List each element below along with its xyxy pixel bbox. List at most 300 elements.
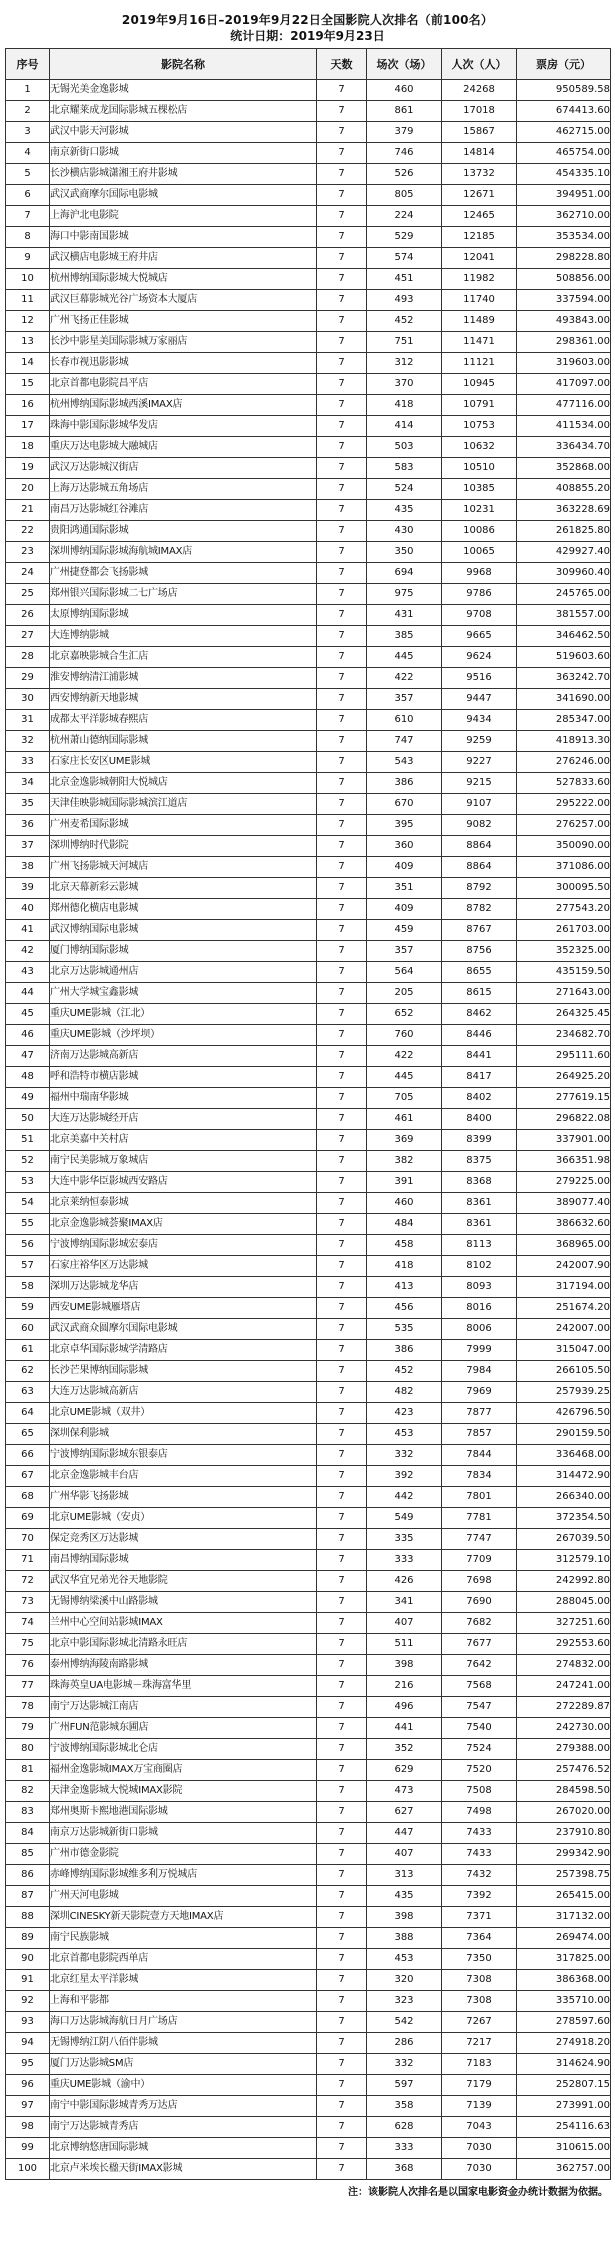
cell-box-office: 314472.90	[517, 1466, 611, 1487]
cell-days: 7	[317, 1928, 367, 1949]
cell-shows: 452	[367, 311, 442, 332]
cell-box-office: 261825.80	[517, 521, 611, 542]
cell-shows: 746	[367, 143, 442, 164]
cell-admissions: 9215	[442, 773, 517, 794]
cell-days: 7	[317, 101, 367, 122]
cell-days: 7	[317, 1634, 367, 1655]
cell-shows: 975	[367, 584, 442, 605]
cell-rank: 47	[6, 1046, 50, 1067]
cell-box-office: 247241.00	[517, 1676, 611, 1697]
cell-admissions: 10510	[442, 458, 517, 479]
cell-days: 7	[317, 1802, 367, 1823]
cell-shows: 407	[367, 1844, 442, 1865]
cell-days: 7	[317, 1109, 367, 1130]
cell-admissions: 10086	[442, 521, 517, 542]
cell-admissions: 13732	[442, 164, 517, 185]
table-row	[6, 1256, 611, 1277]
cell-cinema-name: 南宁民美影城万象城店	[50, 1151, 317, 1172]
cell-box-office: 317132.00	[517, 1907, 611, 1928]
cell-shows: 379	[367, 122, 442, 143]
cell-days: 7	[317, 647, 367, 668]
cell-rank: 29	[6, 668, 50, 689]
cell-cinema-name: 赤峰博纳国际影城维多利万悦城店	[50, 1865, 317, 1886]
cell-cinema-name: 珠海中影国际影城华发店	[50, 416, 317, 437]
cell-cinema-name: 重庆UME影城（沙坪坝）	[50, 1025, 317, 1046]
table-row	[6, 1844, 611, 1865]
cell-days: 7	[317, 689, 367, 710]
cell-box-office: 315047.00	[517, 1340, 611, 1361]
cell-admissions: 7969	[442, 1382, 517, 1403]
cell-shows: 441	[367, 1718, 442, 1739]
cell-box-office: 336434.70	[517, 437, 611, 458]
cell-box-office: 346462.50	[517, 626, 611, 647]
table-row	[6, 1214, 611, 1235]
cell-rank: 82	[6, 1781, 50, 1802]
cell-admissions: 7834	[442, 1466, 517, 1487]
cell-rank: 63	[6, 1382, 50, 1403]
cell-box-office: 319603.00	[517, 353, 611, 374]
cell-rank: 84	[6, 1823, 50, 1844]
cell-cinema-name: 大连博纳影城	[50, 626, 317, 647]
table-row	[6, 794, 611, 815]
cell-cinema-name: 深圳CINESKY新天影院壹方天地IMAX店	[50, 1907, 317, 1928]
cell-rank: 11	[6, 290, 50, 311]
cell-days: 7	[317, 290, 367, 311]
cell-admissions: 7690	[442, 1592, 517, 1613]
cell-rank: 3	[6, 122, 50, 143]
cell-cinema-name: 厦门博纳国际影城	[50, 941, 317, 962]
cell-cinema-name: 杭州博纳国际影城西溪IMAX店	[50, 395, 317, 416]
cell-rank: 7	[6, 206, 50, 227]
table-row	[6, 1340, 611, 1361]
cell-box-office: 411534.00	[517, 416, 611, 437]
cell-rank: 53	[6, 1172, 50, 1193]
cell-cinema-name: 杭州萧山德纳国际影城	[50, 731, 317, 752]
cell-days: 7	[317, 1403, 367, 1424]
cell-shows: 423	[367, 1403, 442, 1424]
cell-days: 7	[317, 2054, 367, 2075]
cell-box-office: 242007.00	[517, 1319, 611, 1340]
cell-admissions: 7540	[442, 1718, 517, 1739]
cell-rank: 94	[6, 2033, 50, 2054]
cell-rank: 43	[6, 962, 50, 983]
cell-days: 7	[317, 668, 367, 689]
table-row	[6, 1928, 611, 1949]
cell-days: 7	[317, 206, 367, 227]
cell-box-office: 292553.60	[517, 1634, 611, 1655]
cell-rank: 76	[6, 1655, 50, 1676]
cell-shows: 456	[367, 1298, 442, 1319]
cell-cinema-name: 北京万达影城通州店	[50, 962, 317, 983]
cell-cinema-name: 北京首都电影院昌平店	[50, 374, 317, 395]
cell-admissions: 10791	[442, 395, 517, 416]
cell-cinema-name: 北京博纳悠唐国际影城	[50, 2138, 317, 2159]
cell-cinema-name: 长沙横店影城潇湘王府井影城	[50, 164, 317, 185]
cell-days: 7	[317, 1781, 367, 1802]
cell-rank: 59	[6, 1298, 50, 1319]
table-header-row	[6, 49, 611, 80]
table-row	[6, 1697, 611, 1718]
cell-cinema-name: 天津金逸影城大悦城IMAX影院	[50, 1781, 317, 1802]
cell-rank: 41	[6, 920, 50, 941]
cell-admissions: 8441	[442, 1046, 517, 1067]
cell-shows: 574	[367, 248, 442, 269]
cell-shows: 460	[367, 80, 442, 101]
cell-admissions: 8417	[442, 1067, 517, 1088]
cell-cinema-name: 广州市德金影院	[50, 1844, 317, 1865]
cell-rank: 58	[6, 1277, 50, 1298]
cell-admissions: 14814	[442, 143, 517, 164]
table-row	[6, 1592, 611, 1613]
cell-box-office: 267020.00	[517, 1802, 611, 1823]
cell-admissions: 9786	[442, 584, 517, 605]
cell-rank: 68	[6, 1487, 50, 1508]
cell-admissions: 12185	[442, 227, 517, 248]
cell-shows: 286	[367, 2033, 442, 2054]
cell-shows: 751	[367, 332, 442, 353]
cell-admissions: 24268	[442, 80, 517, 101]
cell-cinema-name: 广州飞扬正佳影城	[50, 311, 317, 332]
cell-shows: 216	[367, 1676, 442, 1697]
cell-box-office: 252807.15	[517, 2075, 611, 2096]
cell-box-office: 454335.10	[517, 164, 611, 185]
cell-shows: 398	[367, 1655, 442, 1676]
cell-cinema-name: 呼和浩特市横店影城	[50, 1067, 317, 1088]
cell-days: 7	[317, 374, 367, 395]
cell-cinema-name: 郑州银兴国际影城二七广场店	[50, 584, 317, 605]
cell-admissions: 7364	[442, 1928, 517, 1949]
cell-cinema-name: 武汉武商众圆摩尔国际电影城	[50, 1319, 317, 1340]
cell-rank: 96	[6, 2075, 50, 2096]
cell-days: 7	[317, 2117, 367, 2138]
table-row	[6, 1508, 611, 1529]
cell-rank: 36	[6, 815, 50, 836]
col-header-box-office: 票房（元）	[517, 49, 611, 80]
cell-cinema-name: 北京耀莱成龙国际影城五棵松店	[50, 101, 317, 122]
cell-cinema-name: 北京卓华国际影城学清路店	[50, 1340, 317, 1361]
table-row	[6, 1781, 611, 1802]
cell-box-office: 527833.60	[517, 773, 611, 794]
cell-box-office: 264325.45	[517, 1004, 611, 1025]
cell-rank: 30	[6, 689, 50, 710]
cell-admissions: 8402	[442, 1088, 517, 1109]
table-row	[6, 1949, 611, 1970]
table-row	[6, 332, 611, 353]
cell-admissions: 7392	[442, 1886, 517, 1907]
cell-rank: 64	[6, 1403, 50, 1424]
cell-days: 7	[317, 1424, 367, 1445]
table-row	[6, 1718, 611, 1739]
cell-admissions: 7781	[442, 1508, 517, 1529]
cell-cinema-name: 北京UME影城（安贞）	[50, 1508, 317, 1529]
cell-days: 7	[317, 794, 367, 815]
cell-shows: 360	[367, 836, 442, 857]
cell-shows: 445	[367, 1067, 442, 1088]
cell-rank: 4	[6, 143, 50, 164]
footnote: 注：该影院人次排名是以国家电影资金办统计数据为依据。	[348, 2187, 608, 2198]
cell-days: 7	[317, 1676, 367, 1697]
cell-admissions: 10632	[442, 437, 517, 458]
cell-box-office: 477116.00	[517, 395, 611, 416]
cell-days: 7	[317, 2075, 367, 2096]
cell-admissions: 12671	[442, 185, 517, 206]
cell-box-office: 352868.00	[517, 458, 611, 479]
table-row	[6, 1550, 611, 1571]
cell-cinema-name: 广州天河电影城	[50, 1886, 317, 1907]
cell-days: 7	[317, 1886, 367, 1907]
table-row	[6, 2054, 611, 2075]
table-row	[6, 2075, 611, 2096]
cell-box-office: 341690.00	[517, 689, 611, 710]
cell-cinema-name: 大连万达影城高新店	[50, 1382, 317, 1403]
cell-shows: 422	[367, 1046, 442, 1067]
cell-admissions: 7267	[442, 2012, 517, 2033]
cell-days: 7	[317, 1844, 367, 1865]
table-row	[6, 374, 611, 395]
cell-days: 7	[317, 311, 367, 332]
cell-admissions: 7308	[442, 1970, 517, 1991]
cell-box-office: 242992.80	[517, 1571, 611, 1592]
cell-admissions: 7999	[442, 1340, 517, 1361]
cell-shows: 627	[367, 1802, 442, 1823]
cell-rank: 9	[6, 248, 50, 269]
cell-box-office: 272289.87	[517, 1697, 611, 1718]
cell-shows: 442	[367, 1487, 442, 1508]
cell-admissions: 8375	[442, 1151, 517, 1172]
cell-admissions: 12465	[442, 206, 517, 227]
cell-cinema-name: 武汉博纳国际电影城	[50, 920, 317, 941]
cell-days: 7	[317, 1319, 367, 1340]
cell-box-office: 299342.90	[517, 1844, 611, 1865]
cell-shows: 670	[367, 794, 442, 815]
cell-box-office: 237910.80	[517, 1823, 611, 1844]
col-header-shows: 场次（场）	[367, 49, 442, 80]
cell-rank: 88	[6, 1907, 50, 1928]
cell-rank: 72	[6, 1571, 50, 1592]
cell-admissions: 7030	[442, 2159, 517, 2180]
table-row	[6, 1298, 611, 1319]
cell-rank: 75	[6, 1634, 50, 1655]
cell-cinema-name: 北京金逸影城朝阳大悦城店	[50, 773, 317, 794]
table-row	[6, 1277, 611, 1298]
cell-box-office: 317194.00	[517, 1277, 611, 1298]
cell-shows: 496	[367, 1697, 442, 1718]
cell-shows: 413	[367, 1277, 442, 1298]
cell-days: 7	[317, 1235, 367, 1256]
cell-rank: 16	[6, 395, 50, 416]
cell-shows: 583	[367, 458, 442, 479]
cell-cinema-name: 大连中影华臣影城西安路店	[50, 1172, 317, 1193]
cell-box-office: 284598.50	[517, 1781, 611, 1802]
cell-box-office: 298228.80	[517, 248, 611, 269]
cell-shows: 414	[367, 416, 442, 437]
cell-days: 7	[317, 164, 367, 185]
cell-shows: 312	[367, 353, 442, 374]
cell-box-office: 242730.00	[517, 1718, 611, 1739]
cell-days: 7	[317, 500, 367, 521]
cell-rank: 80	[6, 1739, 50, 1760]
cell-days: 7	[317, 941, 367, 962]
cell-shows: 435	[367, 1886, 442, 1907]
cell-rank: 27	[6, 626, 50, 647]
cell-rank: 44	[6, 983, 50, 1004]
cell-box-office: 266340.00	[517, 1487, 611, 1508]
cell-box-office: 295222.00	[517, 794, 611, 815]
cell-box-office: 276246.00	[517, 752, 611, 773]
cell-shows: 445	[367, 647, 442, 668]
table-row	[6, 1529, 611, 1550]
cell-shows: 861	[367, 101, 442, 122]
cell-days: 7	[317, 1991, 367, 2012]
cell-cinema-name: 广州大学城宝鑫影城	[50, 983, 317, 1004]
cell-days: 7	[317, 1445, 367, 1466]
cell-admissions: 7139	[442, 2096, 517, 2117]
table-row	[6, 920, 611, 941]
cell-shows: 313	[367, 1865, 442, 1886]
cell-days: 7	[317, 395, 367, 416]
cell-shows: 418	[367, 395, 442, 416]
cell-cinema-name: 南宁中影国际影城青秀万达店	[50, 2096, 317, 2117]
cell-cinema-name: 北京红星太平洋影城	[50, 1970, 317, 1991]
cell-cinema-name: 重庆万达电影城大融城店	[50, 437, 317, 458]
cell-rank: 97	[6, 2096, 50, 2117]
cell-box-office: 363242.70	[517, 668, 611, 689]
cell-box-office: 353534.00	[517, 227, 611, 248]
cell-box-office: 257939.25	[517, 1382, 611, 1403]
cell-rank: 70	[6, 1529, 50, 1550]
cell-shows: 543	[367, 752, 442, 773]
cell-rank: 38	[6, 857, 50, 878]
cell-admissions: 11121	[442, 353, 517, 374]
table-row	[6, 1235, 611, 1256]
table-row	[6, 416, 611, 437]
cell-days: 7	[317, 248, 367, 269]
cell-box-office: 362757.00	[517, 2159, 611, 2180]
cell-shows: 453	[367, 1424, 442, 1445]
cell-rank: 8	[6, 227, 50, 248]
cell-days: 7	[317, 1592, 367, 1613]
cell-rank: 78	[6, 1697, 50, 1718]
cell-box-office: 265415.00	[517, 1886, 611, 1907]
cell-admissions: 10753	[442, 416, 517, 437]
cell-box-office: 327251.60	[517, 1613, 611, 1634]
cell-admissions: 11471	[442, 332, 517, 353]
cell-shows: 422	[367, 668, 442, 689]
cell-shows: 747	[367, 731, 442, 752]
cell-shows: 224	[367, 206, 442, 227]
cell-rank: 77	[6, 1676, 50, 1697]
cell-days: 7	[317, 773, 367, 794]
cell-cinema-name: 重庆UME影城（江北）	[50, 1004, 317, 1025]
table-row	[6, 2033, 611, 2054]
cell-shows: 335	[367, 1529, 442, 1550]
cell-rank: 22	[6, 521, 50, 542]
cell-days: 7	[317, 1130, 367, 1151]
cell-admissions: 7498	[442, 1802, 517, 1823]
cell-rank: 62	[6, 1361, 50, 1382]
table-row	[6, 1424, 611, 1445]
cell-shows: 435	[367, 500, 442, 521]
table-row	[6, 353, 611, 374]
cell-rank: 42	[6, 941, 50, 962]
cell-cinema-name: 大连万达影城经开店	[50, 1109, 317, 1130]
cell-shows: 542	[367, 2012, 442, 2033]
table-row	[6, 605, 611, 626]
cell-rank: 14	[6, 353, 50, 374]
cell-shows: 351	[367, 878, 442, 899]
cell-cinema-name: 福州金逸影城IMAX万宝商圈店	[50, 1760, 317, 1781]
cell-days: 7	[317, 920, 367, 941]
cell-shows: 395	[367, 815, 442, 836]
cell-shows: 511	[367, 1634, 442, 1655]
cell-shows: 391	[367, 1172, 442, 1193]
cell-shows: 385	[367, 626, 442, 647]
cell-admissions: 11982	[442, 269, 517, 290]
cell-box-office: 264925.20	[517, 1067, 611, 1088]
cell-rank: 55	[6, 1214, 50, 1235]
cell-shows: 357	[367, 689, 442, 710]
cell-cinema-name: 上海和平影都	[50, 1991, 317, 2012]
cell-days: 7	[317, 416, 367, 437]
table-row	[6, 1403, 611, 1424]
table-row	[6, 773, 611, 794]
cell-rank: 37	[6, 836, 50, 857]
cell-days: 7	[317, 731, 367, 752]
table-row	[6, 143, 611, 164]
cell-cinema-name: 武汉巨幕影城光谷广场资本大厦店	[50, 290, 317, 311]
cell-cinema-name: 长沙中影星美国际影城万家丽店	[50, 332, 317, 353]
cell-box-office: 352325.00	[517, 941, 611, 962]
cell-admissions: 10231	[442, 500, 517, 521]
cell-days: 7	[317, 2138, 367, 2159]
cell-box-office: 368965.00	[517, 1235, 611, 1256]
cell-admissions: 8113	[442, 1235, 517, 1256]
cell-rank: 46	[6, 1025, 50, 1046]
cell-box-office: 288045.00	[517, 1592, 611, 1613]
cell-box-office: 950589.58	[517, 80, 611, 101]
cell-admissions: 9665	[442, 626, 517, 647]
cell-box-office: 337901.00	[517, 1130, 611, 1151]
cell-admissions: 11489	[442, 311, 517, 332]
col-header-rank: 序号	[6, 49, 50, 80]
cell-rank: 13	[6, 332, 50, 353]
table-row	[6, 1865, 611, 1886]
cell-shows: 388	[367, 1928, 442, 1949]
cell-cinema-name: 兰州中心空间站影城IMAX	[50, 1613, 317, 1634]
cell-rank: 51	[6, 1130, 50, 1151]
cell-rank: 65	[6, 1424, 50, 1445]
table-row	[6, 584, 611, 605]
cell-days: 7	[317, 1256, 367, 1277]
cell-shows: 453	[367, 1949, 442, 1970]
cell-shows: 805	[367, 185, 442, 206]
cell-shows: 473	[367, 1781, 442, 1802]
cell-box-office: 336468.00	[517, 1445, 611, 1466]
cell-cinema-name: 无锡博纳梁溪中山路影城	[50, 1592, 317, 1613]
cell-box-office: 674413.60	[517, 101, 611, 122]
cell-admissions: 11740	[442, 290, 517, 311]
cell-rank: 90	[6, 1949, 50, 1970]
table-row	[6, 290, 611, 311]
cell-days: 7	[317, 752, 367, 773]
cell-days: 7	[317, 1004, 367, 1025]
cell-shows: 407	[367, 1613, 442, 1634]
table-row	[6, 479, 611, 500]
table-row	[6, 1382, 611, 1403]
table-row	[6, 311, 611, 332]
cell-rank: 99	[6, 2138, 50, 2159]
cell-admissions: 9447	[442, 689, 517, 710]
